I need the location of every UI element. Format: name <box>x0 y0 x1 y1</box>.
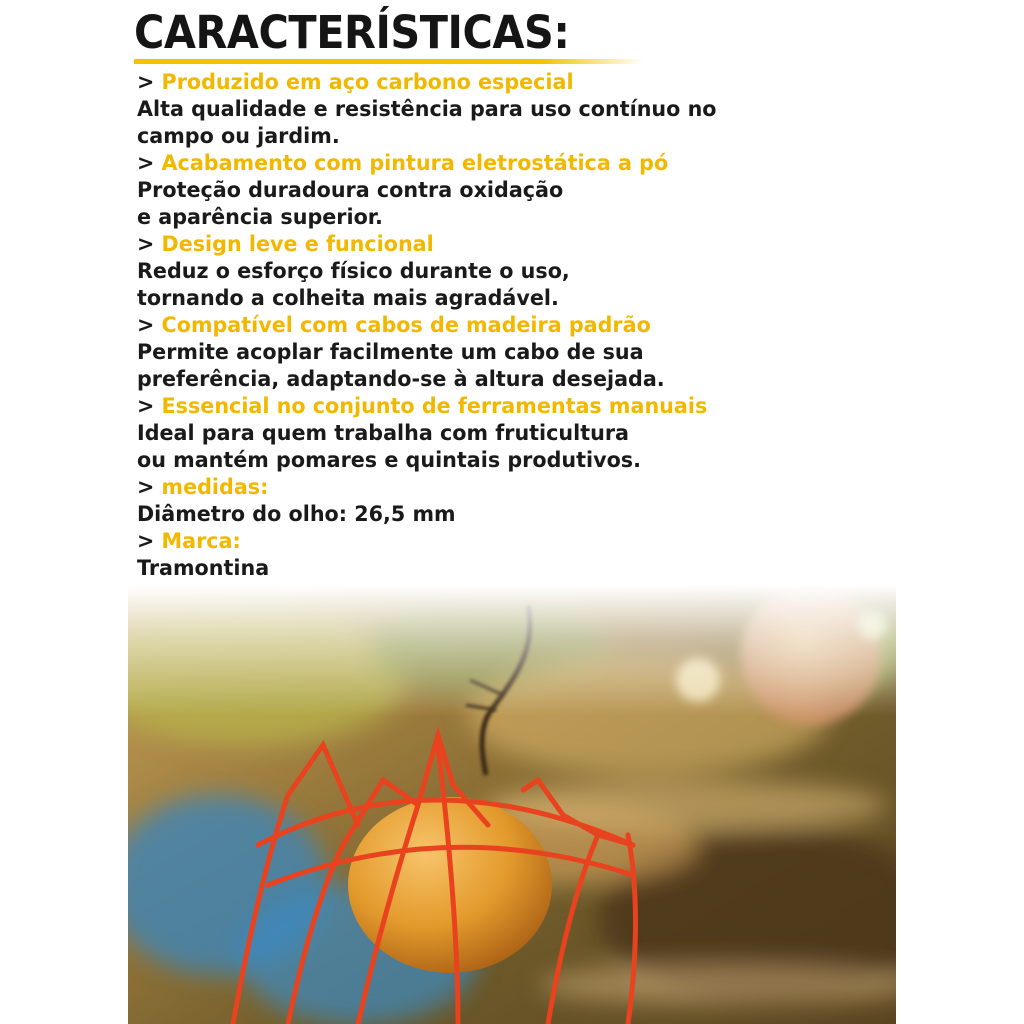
feature-heading-text: Design leve e funcional <box>161 232 434 256</box>
feature-description-line: Reduz o esforço físico durante o uso, <box>137 259 570 283</box>
feature-description-line: ou mantém pomares e quintais produtivos. <box>137 448 641 472</box>
feature-description-line: Alta qualidade e resistência para uso contínuo no <box>137 97 717 121</box>
feature-description-line: e aparência superior. <box>137 205 383 229</box>
feature-item <box>137 150 857 231</box>
feature-description-line: Tramontina <box>137 556 270 580</box>
feature-description-line: tornando a colheita mais agradável. <box>137 286 559 310</box>
title-underline <box>134 59 644 64</box>
arrow-bullet: > <box>137 529 155 553</box>
arrow-bullet: > <box>137 313 155 337</box>
arrow-bullet: > <box>137 232 155 256</box>
feature-item <box>137 393 857 474</box>
arrow-bullet: > <box>137 475 155 499</box>
feature-description-line: campo ou jardim. <box>137 124 340 148</box>
feature-description-line: Diâmetro do olho: 26,5 mm <box>137 502 456 526</box>
feature-heading-text: Acabamento com pintura eletrostática a pó <box>161 151 669 175</box>
feature-heading <box>137 312 846 339</box>
page-title: CARACTERÍSTICAS: <box>134 6 570 59</box>
feature-heading-text: Essencial no conjunto de ferramentas manuais <box>161 394 708 418</box>
feature-heading <box>137 150 846 177</box>
product-photo <box>128 585 896 1024</box>
arrow-bullet: > <box>137 70 155 94</box>
feature-item <box>137 474 857 528</box>
feature-heading-text: Produzido em aço carbono especial <box>161 70 574 94</box>
feature-item <box>137 69 857 150</box>
feature-heading <box>137 393 846 420</box>
feature-item <box>137 312 857 393</box>
feature-list <box>137 69 857 582</box>
feature-item <box>137 528 857 582</box>
feature-description-line: Permite acoplar facilmente um cabo de sua <box>137 340 644 364</box>
feature-heading-text: Compatível com cabos de madeira padrão <box>161 313 651 337</box>
feature-heading <box>137 69 846 96</box>
feature-heading <box>137 528 846 555</box>
feature-heading <box>137 231 846 258</box>
feature-heading-text: Marca: <box>161 529 241 553</box>
feature-item <box>137 231 857 312</box>
feature-heading <box>137 474 846 501</box>
feature-description-line: Proteção duradoura contra oxidação <box>137 178 564 202</box>
feature-description-line: Ideal para quem trabalha com fruticultura <box>137 421 630 445</box>
fruit-picker-photo <box>128 585 896 1024</box>
feature-heading-text: medidas: <box>161 475 269 499</box>
feature-description-line: preferência, adaptando-se à altura desejada. <box>137 367 665 391</box>
arrow-bullet: > <box>137 151 155 175</box>
arrow-bullet: > <box>137 394 155 418</box>
